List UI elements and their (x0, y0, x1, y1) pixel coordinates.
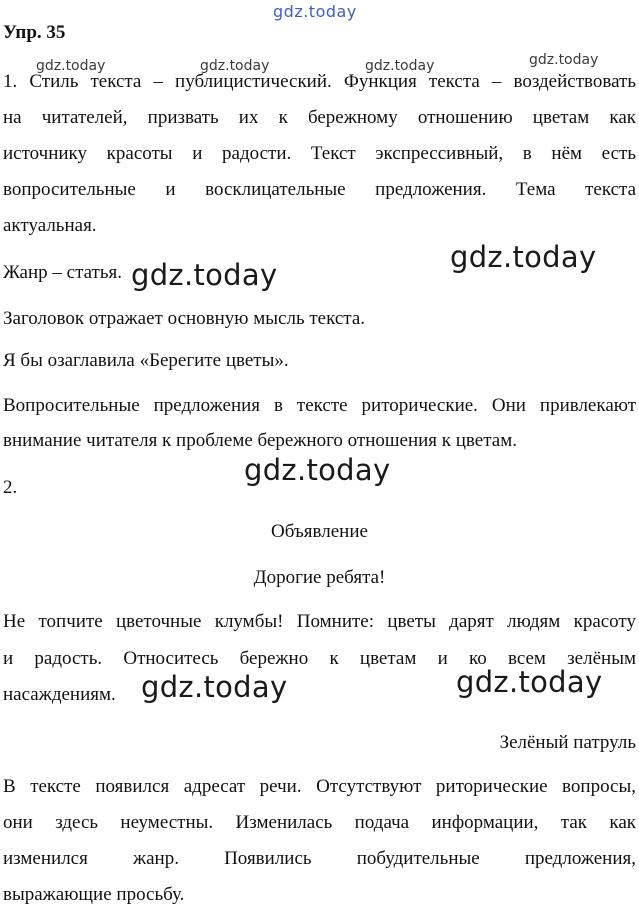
watermark-large-3: gdz.today (244, 453, 391, 487)
item-2-label: 2. (3, 477, 18, 498)
greeting: Дорогие ребята! (253, 567, 386, 588)
p1-line-1: 1. Стиль текста – публицистический. Функция текста – воздействовать (3, 71, 636, 92)
p2-line-1: Вопросительные предложения в тексте риторические. Они привлекают (3, 395, 636, 416)
genre-line: Жанр – статья. (3, 262, 123, 283)
watermark-large-4: gdz.today (141, 670, 288, 704)
announcement-title: Объявление (271, 521, 368, 542)
p3-line-2: и радость. Относитесь бережно к цветам и ко всем зелёным (3, 648, 636, 669)
title-suggestion-line: Я бы озаглавила «Берегите цветы». (3, 350, 289, 371)
p1-line-5: актуальная. (3, 215, 97, 236)
watermark-top: gdz.today (273, 2, 357, 21)
exercise-title: Упр. 35 (3, 22, 66, 43)
p4-line-1: В тексте появился адресат речи. Отсутствуют риторические вопросы, (3, 776, 636, 797)
p3-line-3: насаждениям. (3, 684, 116, 705)
p1-line-3: источнику красоты и радости. Текст экспрессивный, в нём есть (3, 143, 636, 164)
watermark-large-1: gdz.today (131, 258, 278, 292)
p3-line-1: Не топчите цветочные клумбы! Помните: цветы дарят людям красоту (3, 611, 636, 632)
p2-line-2: внимание читателя к проблеме бережного отношения к цветам. (3, 430, 517, 451)
p4-line-3: изменился жанр. Появились побудительные предложения, (3, 848, 636, 869)
watermark-small-3: gdz.today (365, 58, 435, 74)
watermark-small-4: gdz.today (529, 52, 599, 68)
p4-line-4: выражающие просьбу. (3, 884, 185, 905)
heading-line: Заголовок отражает основную мысль текста. (3, 308, 366, 329)
watermark-small-1: gdz.today (36, 58, 106, 74)
signature: Зелёный патруль (499, 732, 636, 753)
watermark-large-5: gdz.today (456, 665, 603, 699)
p1-line-2: на читателей, призвать их к бережному отношению цветам как (3, 107, 636, 128)
p1-line-4: вопросительные и восклицательные предложения. Тема текста (3, 179, 636, 200)
watermark-large-2: gdz.today (450, 240, 597, 274)
watermark-small-2: gdz.today (200, 58, 270, 74)
p4-line-2: они здесь неуместны. Изменилась подача информации, так как (3, 812, 636, 833)
